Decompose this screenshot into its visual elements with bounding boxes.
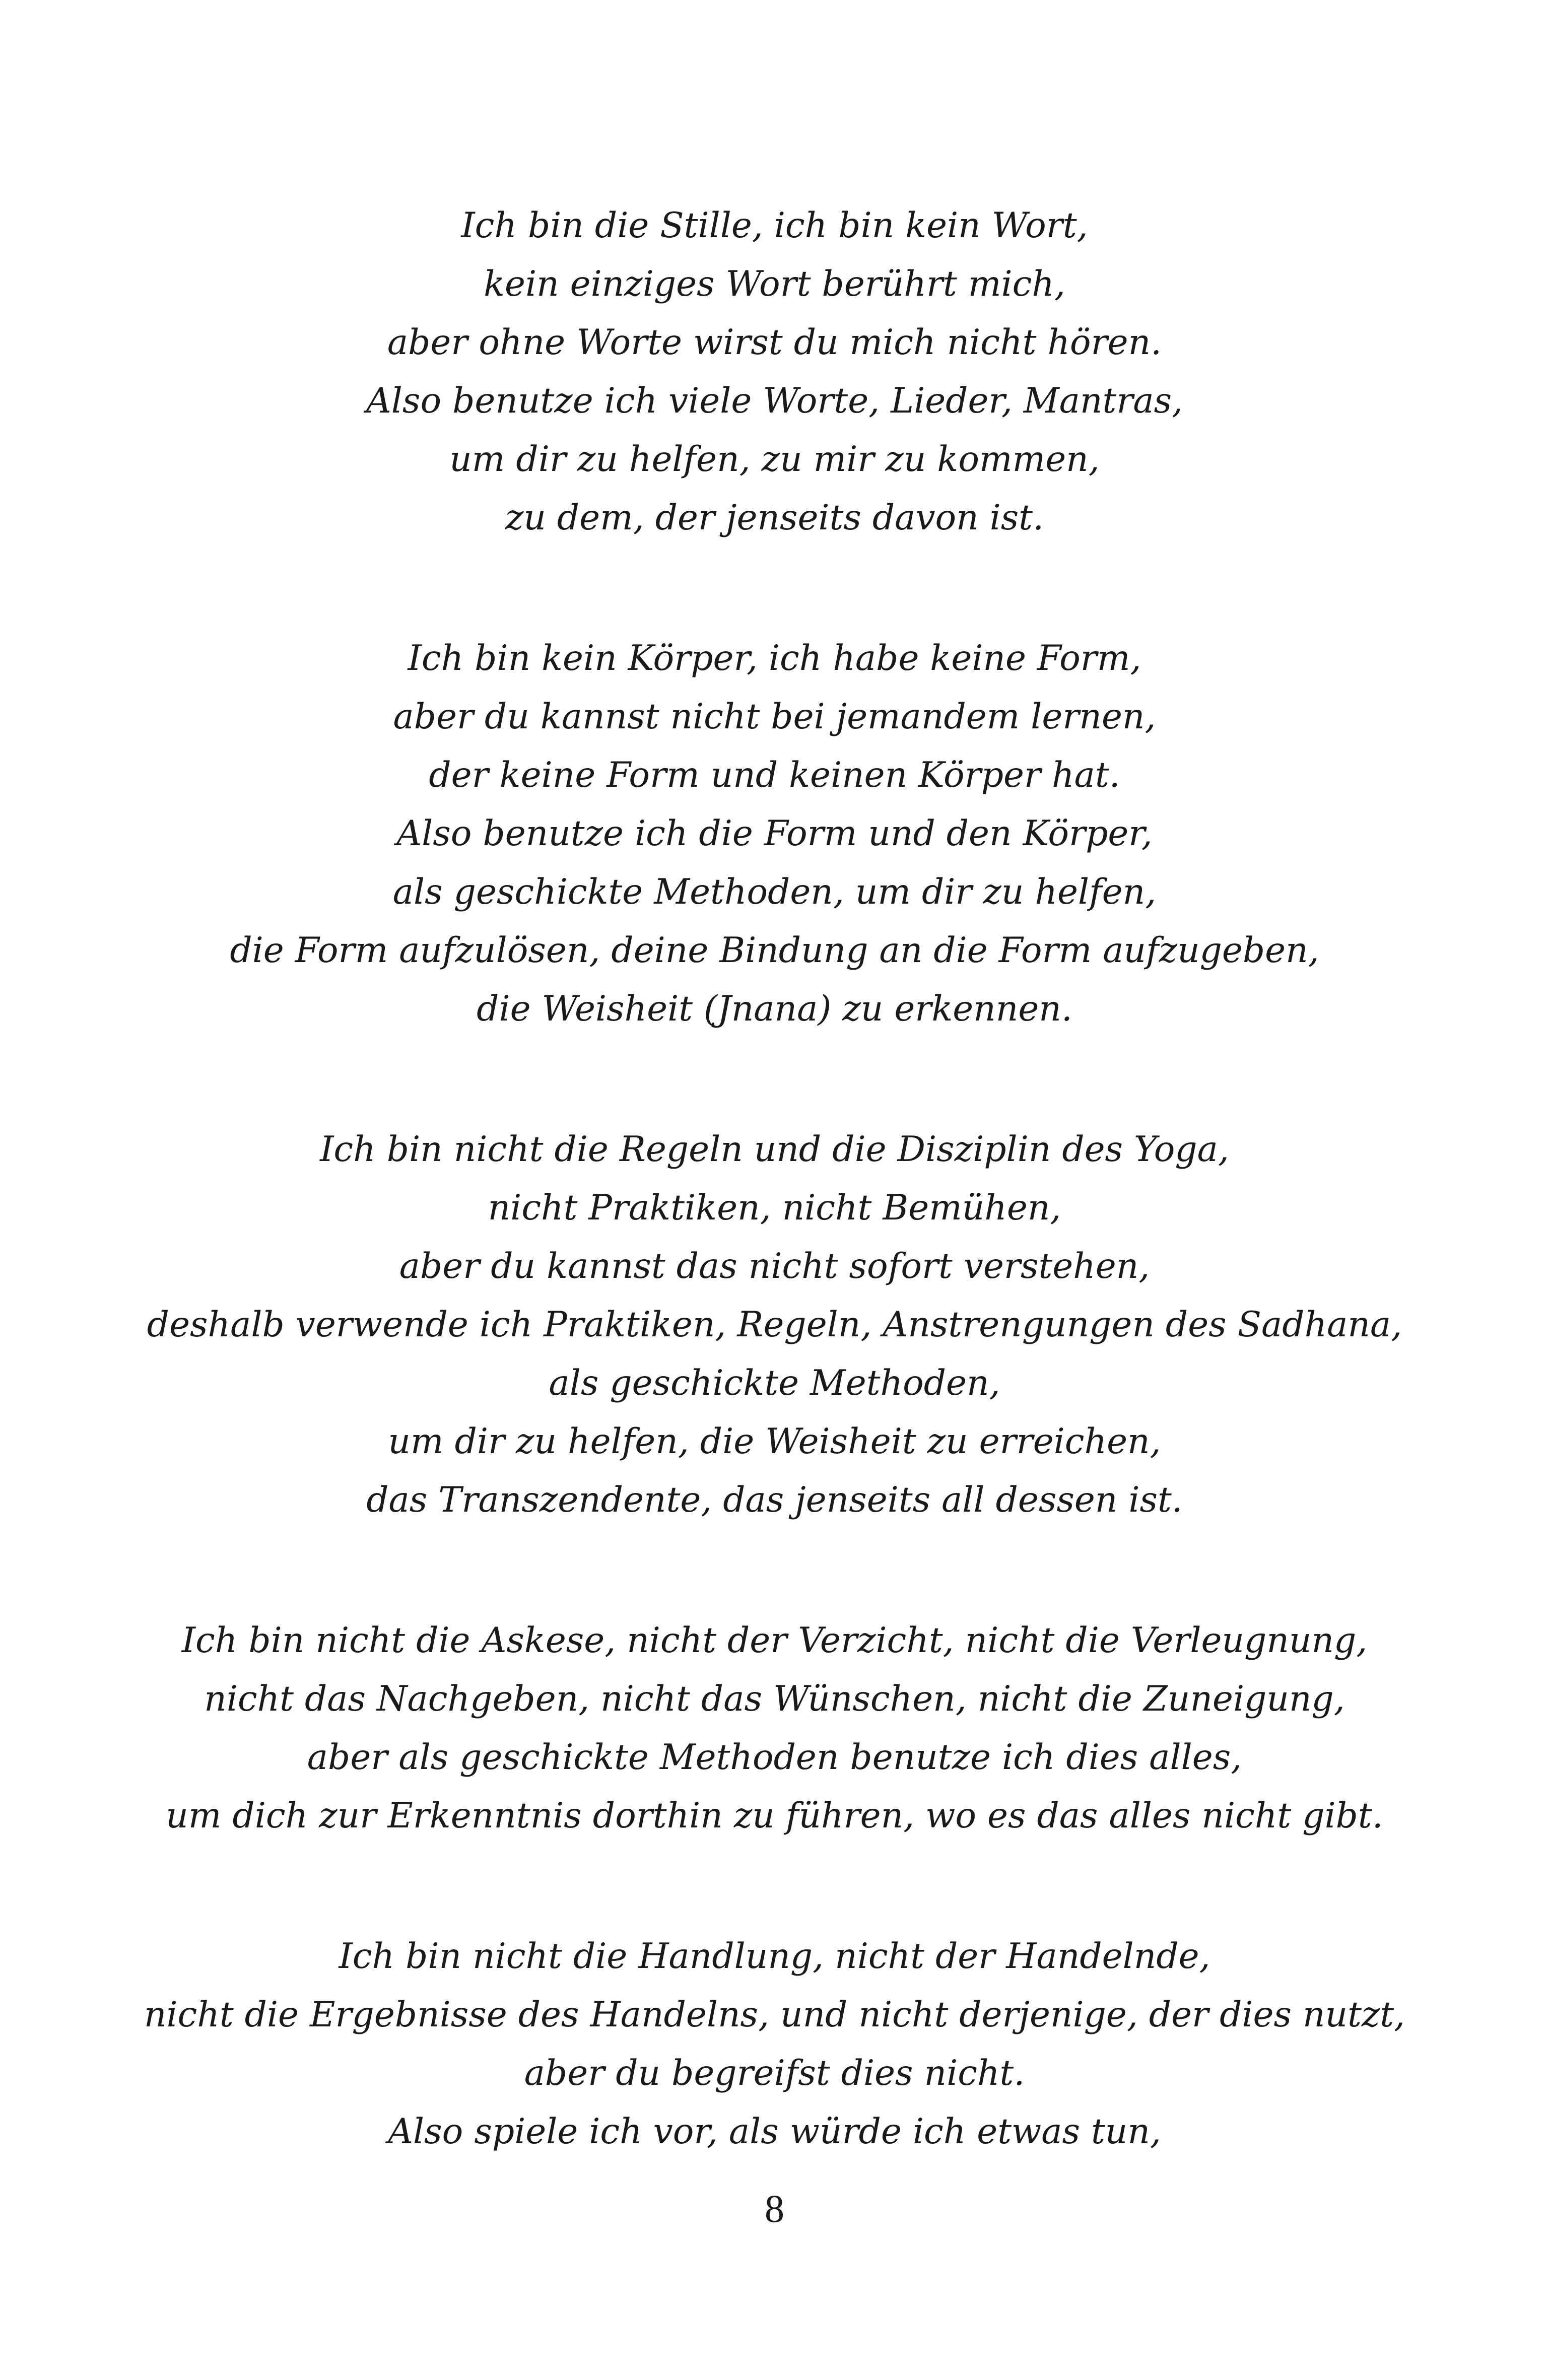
poem-line: Also benutze ich die Form und den Körper, — [396, 813, 1153, 854]
poem-line: die Weisheit (Jnana) zu erkennen. — [477, 989, 1072, 1029]
stanza-5 — [0, 1927, 1549, 2161]
stanza-4 — [0, 1611, 1549, 1845]
poem-line: aber du kannst nicht bei jemandem lernen, — [393, 697, 1156, 737]
poem-line: als geschickte Methoden, um dir zu helfen, — [392, 872, 1157, 912]
poem-line: die Form aufzulösen, deine Bindung an die Form aufzugeben, — [230, 930, 1319, 971]
poem-line: Ich bin nicht die Askese, nicht der Verzicht, nicht die Verleugnung, — [181, 1620, 1368, 1661]
poem-line: kein einziges Wort berührt mich, — [484, 264, 1065, 304]
poem-line: um dir zu helfen, zu mir zu kommen, — [449, 439, 1100, 480]
poem-line: Also benutze ich viele Worte, Lieder, Mantras, — [366, 381, 1183, 421]
poem-line: das Transzendente, das jenseits all dessen ist. — [366, 1480, 1183, 1520]
poem-line: der keine Form und keinen Körper hat. — [429, 755, 1120, 795]
poem-text — [0, 196, 1549, 2243]
stanza-2 — [0, 629, 1549, 1038]
poem-line: Ich bin nicht die Regeln und die Disziplin des Yoga, — [320, 1129, 1229, 1170]
poem-line: zu dem, der jenseits davon ist. — [505, 498, 1044, 538]
poem-line: als geschickte Methoden, — [549, 1363, 1000, 1403]
poem-line: aber du kannst das nicht sofort verstehen, — [399, 1246, 1150, 1286]
stanza-3 — [0, 1120, 1549, 1529]
poem-line: Also spiele ich vor, als würde ich etwas tun, — [388, 2112, 1161, 2152]
poem-line: Ich bin die Stille, ich bin kein Wort, — [461, 206, 1088, 246]
poem-line: aber ohne Worte wirst du mich nicht hören. — [387, 322, 1162, 363]
poem-line: aber du begreifst dies nicht. — [524, 2053, 1025, 2093]
page-number: 8 — [765, 2187, 784, 2230]
poem-line: um dich zur Erkenntnis dorthin zu führen, wo es das alles nicht gibt. — [166, 1796, 1383, 1836]
poem-line: nicht die Ergebnisse des Handelns, und nicht derjenige, der dies nutzt, — [144, 1995, 1405, 2035]
stanza-1 — [0, 196, 1549, 547]
poem-line: Ich bin nicht die Handlung, nicht der Handelnde, — [339, 1936, 1210, 1977]
poem-line: um dir zu helfen, die Weisheit zu erreichen, — [388, 1421, 1161, 1462]
poem-line: nicht das Nachgeben, nicht das Wünschen, nicht die Zuneigung, — [204, 1679, 1345, 1719]
poem-line: aber als geschickte Methoden benutze ich dies alles, — [307, 1737, 1242, 1778]
poem-line: Ich bin kein Körper, ich habe keine Form, — [408, 638, 1141, 678]
poem-line: deshalb verwende ich Praktiken, Regeln, Anstrengungen des Sadhana, — [147, 1305, 1402, 1345]
poem-line: nicht Praktiken, nicht Bemühen, — [488, 1188, 1061, 1228]
